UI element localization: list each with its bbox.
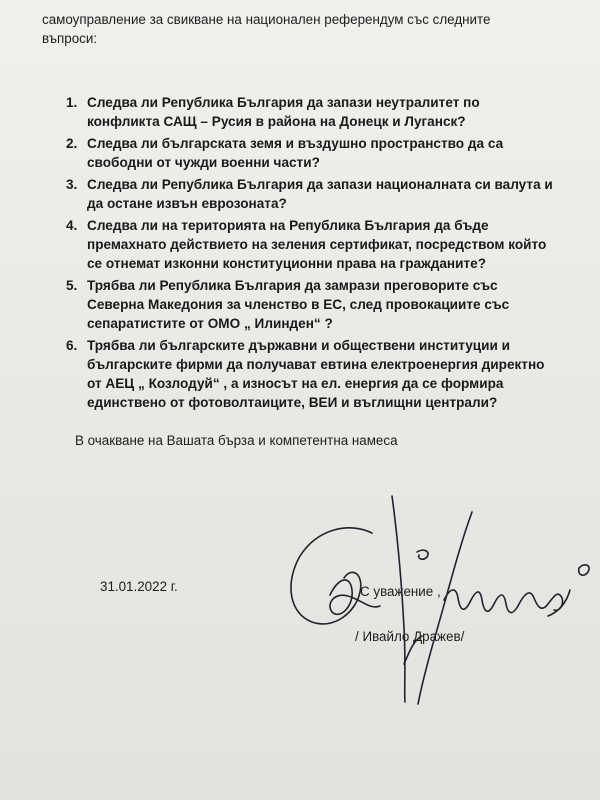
question-line: да остане извън еврозоната? — [87, 196, 287, 211]
signature-stroke — [417, 550, 428, 559]
question-line: конфликта САЩ – Русия в района на Донецк и Луганск? — [87, 114, 466, 129]
question-number: 3. — [66, 177, 78, 192]
closing-sentence: В очакване на Вашата бърза и компетентна намеса — [75, 433, 398, 448]
signatory-name: / Ивайло Дражев/ — [355, 629, 465, 644]
question-item — [60, 336, 580, 412]
question-line: Следва ли на територията на Република България да бъде — [87, 218, 489, 233]
signature-stroke — [418, 512, 472, 704]
question-item — [60, 93, 580, 131]
intro-paragraph — [42, 10, 562, 48]
signature-stroke — [444, 590, 518, 613]
question-line: се отнемат изконни конституционни права на гражданите? — [87, 256, 486, 271]
signature-stroke — [548, 590, 570, 616]
question-item — [60, 175, 580, 213]
question-line: Трябва ли българските държавни и обществени институции и — [87, 338, 510, 353]
question-number: 2. — [66, 136, 78, 151]
question-number: 4. — [66, 218, 78, 233]
document-date: 31.01.2022 г. — [100, 579, 178, 594]
question-line: единствено от фотоволтаиците, ВЕИ и въглищни централи? — [87, 395, 498, 410]
question-line: Следва ли Република България да запази националната си валута и — [87, 177, 553, 192]
referendum-questions-list — [60, 93, 580, 415]
question-line: сепаратистите от ОМО „ Илинден“ ? — [87, 316, 333, 331]
question-line: свободни от чужди военни части? — [87, 155, 320, 170]
intro-line: самоуправление за свикване на национален референдум със следните — [42, 12, 491, 27]
question-line: Следва ли българската земя и въздушно пространство да са — [87, 136, 504, 151]
intro-line: въпроси: — [42, 31, 98, 46]
question-item — [60, 276, 580, 333]
signature-stroke — [291, 528, 372, 624]
question-number: 1. — [66, 95, 78, 110]
signature-stroke — [518, 593, 563, 610]
question-line: от АЕЦ „ Козлодуй“ , а износът на ел. енергия да се формира — [87, 376, 504, 391]
question-line: Северна Македония за членство в ЕС, след провокациите със — [87, 297, 510, 312]
question-number: 6. — [66, 338, 78, 353]
question-line: българските фирми да получават евтина електроенергия директно — [87, 357, 545, 372]
question-line: премахнато действието на зеления сертификат, посредством който — [87, 237, 547, 252]
regards-line: С уважение , — [360, 584, 441, 599]
question-item — [60, 216, 580, 273]
signature-stroke — [579, 565, 589, 575]
question-item — [60, 134, 580, 172]
question-number: 5. — [66, 278, 78, 293]
question-line: Следва ли Република България да запази неутралитет по — [87, 95, 480, 110]
question-line: Трябва ли Република България да замрази преговорите със — [87, 278, 498, 293]
